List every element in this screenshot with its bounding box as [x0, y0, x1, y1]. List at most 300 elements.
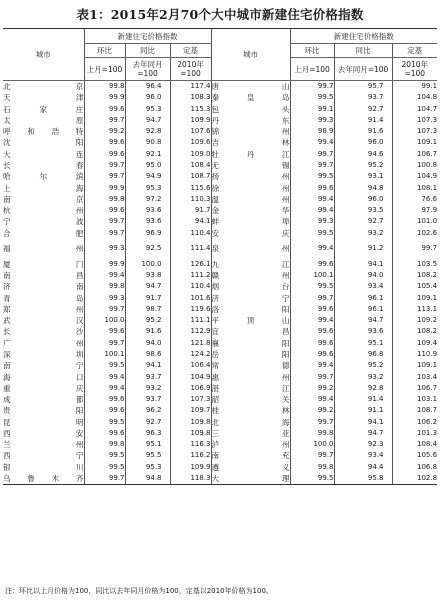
- index-mom-cell: 99.7: [290, 371, 334, 382]
- index-base-cell: 109.1: [392, 293, 437, 304]
- city-name-cell: 重 庆: [3, 383, 84, 393]
- city-name-cell: 扬 州: [211, 172, 290, 182]
- index-mom-cell: 99.7: [84, 338, 125, 349]
- index-yoy-cell: 94.8: [125, 473, 170, 485]
- index-base-cell: 116.3: [170, 439, 211, 450]
- index-mom-cell: 99.6: [84, 394, 125, 405]
- index-yoy-cell: 93.2: [334, 371, 392, 382]
- city-name-cell: 沈 阳: [3, 138, 84, 148]
- index-mom-cell: 100.1: [290, 270, 334, 281]
- index-yoy-cell: 92.7: [334, 216, 392, 227]
- index-mom-cell: 98.9: [290, 126, 334, 137]
- city-name-cell: 惠 州: [211, 372, 290, 382]
- index-mom-cell: 100.0: [84, 315, 125, 326]
- city-name-cell: 泉 州: [211, 239, 290, 259]
- index-yoy-cell: 96.9: [125, 227, 170, 238]
- index-base-cell: 104.9: [170, 371, 211, 382]
- index-base-cell: 109.6: [170, 137, 211, 148]
- index-yoy-cell: 91.6: [125, 326, 170, 337]
- index-mom-cell: 99.9: [84, 92, 125, 103]
- index-mom-cell: 99.7: [290, 149, 334, 160]
- index-yoy-cell: 94.1: [334, 416, 392, 427]
- index-yoy-cell: 93.2: [334, 227, 392, 238]
- city-name-cell: 唐 山: [211, 82, 290, 92]
- index-yoy-cell: 96.3: [125, 428, 170, 439]
- index-base-cell: 113.1: [392, 304, 437, 315]
- index-mom-cell: 99.6: [84, 149, 125, 160]
- city-name-cell: 丹 东: [211, 115, 290, 125]
- index-base-cell: 76.6: [392, 194, 437, 205]
- index-base-cell: 105.4: [392, 281, 437, 292]
- index-yoy-cell: 93.2: [125, 383, 170, 394]
- index-base-cell: 101.0: [392, 216, 437, 227]
- index-base-cell: 107.3: [170, 394, 211, 405]
- index-yoy-cell: 96.0: [125, 92, 170, 103]
- city-name-cell: 厦 门: [3, 259, 84, 269]
- column-subheader-base: 2010年=100: [392, 58, 437, 81]
- column-subheader-yoy: 去年同月=100: [334, 58, 392, 81]
- index-mom-cell: 99.6: [84, 326, 125, 337]
- column-header-city: 城市: [211, 29, 290, 81]
- index-mom-cell: 100.0: [290, 439, 334, 450]
- index-mom-cell: 99.7: [290, 81, 334, 93]
- index-base-cell: 108.2: [392, 326, 437, 337]
- city-name-cell: 济 宁: [211, 293, 290, 303]
- index-mom-cell: 99.4: [290, 205, 334, 216]
- index-base-cell: 104.9: [392, 171, 437, 182]
- city-name-cell: 湛 江: [211, 383, 290, 393]
- table-row: [3, 281, 437, 292]
- column-subheader-yoy: 去年同月=100: [125, 58, 170, 81]
- index-base-cell: 103.1: [392, 394, 437, 405]
- city-name-cell: 长 春: [3, 160, 84, 170]
- index-base-cell: 107.6: [170, 126, 211, 137]
- index-mom-cell: 99.5: [84, 450, 125, 461]
- index-base-cell: 109.0: [170, 149, 211, 160]
- table-header: [3, 29, 437, 81]
- city-name-cell: 南 充: [211, 451, 290, 461]
- table-row: [3, 137, 437, 148]
- index-yoy-cell: 93.6: [125, 216, 170, 227]
- table-row: [3, 360, 437, 371]
- table-row: [3, 450, 437, 461]
- index-mom-cell: 99.5: [290, 171, 334, 182]
- index-mom-cell: 99.6: [290, 338, 334, 349]
- footnote: 注：环比以上月价格为100，同比以去年同月价格为100，定基以2010年价格为100。: [5, 587, 273, 595]
- column-subheader-base: 2010年=100: [170, 58, 211, 81]
- column-header-mom: 环比: [290, 44, 334, 58]
- city-name-cell: 海 口: [3, 372, 84, 382]
- index-base-cell: 106.9: [170, 383, 211, 394]
- index-yoy-cell: 94.7: [334, 428, 392, 439]
- index-mom-cell: 99.4: [290, 394, 334, 405]
- table-row: [3, 126, 437, 137]
- table-row: [3, 326, 437, 337]
- column-header-city: 城市: [3, 29, 84, 81]
- index-base-cell: 106.8: [392, 462, 437, 473]
- index-yoy-cell: 92.7: [125, 416, 170, 427]
- index-mom-cell: 99.6: [84, 428, 125, 439]
- table-row: [3, 304, 437, 315]
- city-name-cell: 天 津: [3, 93, 84, 103]
- index-base-cell: 115.3: [170, 104, 211, 115]
- index-mom-cell: 99.5: [290, 473, 334, 485]
- city-name-cell: 牡丹江: [211, 149, 290, 159]
- index-yoy-cell: 94.0: [334, 270, 392, 281]
- column-header-yoy: 同比: [334, 44, 392, 58]
- index-base-cell: 121.8: [170, 338, 211, 349]
- index-mom-cell: 99.5: [84, 462, 125, 473]
- table-row: [3, 293, 437, 304]
- index-base-cell: 106.7: [392, 149, 437, 160]
- index-yoy-cell: 95.3: [125, 462, 170, 473]
- city-name-cell: 锦 州: [211, 127, 290, 137]
- index-yoy-cell: 92.8: [125, 126, 170, 137]
- index-base-cell: 106.2: [392, 416, 437, 427]
- index-yoy-cell: 94.7: [125, 281, 170, 292]
- city-name-cell: 九 江: [211, 259, 290, 269]
- table-row: [3, 92, 437, 103]
- index-base-cell: 109.9: [170, 462, 211, 473]
- city-name-cell: 无 锡: [211, 160, 290, 170]
- city-name-cell: 烟 台: [211, 282, 290, 292]
- column-group-header: 新建住宅价格指数: [84, 29, 211, 44]
- index-mom-cell: 99.3: [290, 115, 334, 126]
- index-base-cell: 109.2: [392, 315, 437, 326]
- index-base-cell: 108.4: [392, 439, 437, 450]
- table-row: [3, 115, 437, 126]
- index-base-cell: 107.3: [392, 126, 437, 137]
- table-row: [3, 239, 437, 259]
- index-yoy-cell: 92.1: [125, 149, 170, 160]
- index-yoy-cell: 94.4: [334, 462, 392, 473]
- index-mom-cell: 99.5: [290, 281, 334, 292]
- column-header-yoy: 同比: [125, 44, 170, 58]
- index-base-cell: 108.2: [392, 270, 437, 281]
- city-name-cell: 杭 州: [3, 206, 84, 216]
- index-base-cell: 104.8: [392, 92, 437, 103]
- index-yoy-cell: 96.1: [334, 293, 392, 304]
- table-row: [3, 428, 437, 439]
- index-base-cell: 111.1: [170, 315, 211, 326]
- city-name-cell: 安 庆: [211, 228, 290, 238]
- index-mom-cell: 99.5: [290, 227, 334, 238]
- index-mom-cell: 99.6: [84, 205, 125, 216]
- index-yoy-cell: 96.0: [334, 194, 392, 205]
- index-yoy-cell: 91.6: [334, 126, 392, 137]
- index-yoy-cell: 94.8: [334, 182, 392, 193]
- table-row: [3, 371, 437, 382]
- index-yoy-cell: 95.2: [334, 160, 392, 171]
- index-yoy-cell: 95.3: [125, 182, 170, 193]
- index-yoy-cell: 97.2: [125, 194, 170, 205]
- city-name-cell: 大 理: [211, 473, 290, 483]
- city-name-cell: 哈尔滨: [3, 172, 84, 182]
- index-yoy-cell: 98.6: [125, 349, 170, 360]
- index-yoy-cell: 96.2: [125, 405, 170, 416]
- city-name-cell: 韶 关: [211, 395, 290, 405]
- index-base-cell: 106.4: [170, 360, 211, 371]
- index-yoy-cell: 93.1: [334, 171, 392, 182]
- table-row: [3, 160, 437, 171]
- index-mom-cell: 99.1: [290, 104, 334, 115]
- city-name-cell: 徐 州: [211, 183, 290, 193]
- index-base-cell: 109.1: [392, 360, 437, 371]
- index-yoy-cell: 90.8: [125, 137, 170, 148]
- index-mom-cell: 99.6: [290, 259, 334, 270]
- index-mom-cell: 99.7: [84, 304, 125, 315]
- city-name-cell: 蚌 埠: [211, 217, 290, 227]
- index-base-cell: 117.4: [170, 81, 211, 93]
- index-base-cell: 109.7: [170, 405, 211, 416]
- index-mom-cell: 99.7: [84, 115, 125, 126]
- city-name-cell: 青 岛: [3, 293, 84, 303]
- index-yoy-cell: 94.7: [334, 315, 392, 326]
- city-name-cell: 郑 州: [3, 304, 84, 314]
- index-mom-cell: 99.2: [84, 126, 125, 137]
- index-mom-cell: 99.4: [290, 194, 334, 205]
- index-mom-cell: 99.6: [84, 137, 125, 148]
- index-base-cell: 97.9: [392, 205, 437, 216]
- index-base-cell: 108.7: [170, 171, 211, 182]
- city-name-cell: 赣 州: [211, 271, 290, 281]
- table-row: [3, 394, 437, 405]
- city-name-cell: 太 原: [3, 115, 84, 125]
- index-base-cell: 106.7: [392, 383, 437, 394]
- city-name-cell: 温 州: [211, 194, 290, 204]
- table-row: [3, 315, 437, 326]
- index-yoy-cell: 93.7: [125, 394, 170, 405]
- table-row: [3, 194, 437, 205]
- index-mom-cell: 99.4: [84, 371, 125, 382]
- index-base-cell: 101.3: [392, 428, 437, 439]
- index-mom-cell: 99.7: [290, 160, 334, 171]
- city-name-cell: 秦皇岛: [211, 93, 290, 103]
- index-mom-cell: 99.4: [290, 239, 334, 259]
- index-mom-cell: 99.2: [290, 383, 334, 394]
- index-yoy-cell: 95.5: [125, 450, 170, 461]
- index-base-cell: 99.7: [392, 239, 437, 259]
- index-mom-cell: 99.8: [84, 194, 125, 205]
- index-base-cell: 110.4: [170, 281, 211, 292]
- index-mom-cell: 100.1: [84, 349, 125, 360]
- table-row: [3, 149, 437, 160]
- index-base-cell: 110.9: [392, 349, 437, 360]
- index-base-cell: 103.5: [392, 259, 437, 270]
- city-name-cell: 金 华: [211, 206, 290, 216]
- index-yoy-cell: 94.9: [125, 171, 170, 182]
- index-base-cell: 108.4: [170, 160, 211, 171]
- index-yoy-cell: 92.7: [334, 104, 392, 115]
- city-name-cell: 岳 阳: [211, 349, 290, 359]
- city-name-cell: 贵 阳: [3, 406, 84, 416]
- index-mom-cell: 99.6: [290, 326, 334, 337]
- table-row: [3, 462, 437, 473]
- index-yoy-cell: 91.4: [334, 394, 392, 405]
- index-mom-cell: 99.8: [290, 462, 334, 473]
- city-name-cell: 平顶山: [211, 316, 290, 326]
- index-base-cell: 118.3: [170, 473, 211, 485]
- index-mom-cell: 99.9: [84, 259, 125, 270]
- city-name-cell: 深 圳: [3, 349, 84, 359]
- index-base-cell: 100.8: [392, 160, 437, 171]
- index-mom-cell: 99.7: [84, 216, 125, 227]
- city-name-cell: 吉 林: [211, 138, 290, 148]
- index-mom-cell: 99.5: [290, 92, 334, 103]
- index-base-cell: 111.2: [170, 270, 211, 281]
- index-mom-cell: 99.4: [290, 137, 334, 148]
- table-row: [3, 81, 437, 93]
- index-yoy-cell: 95.1: [334, 338, 392, 349]
- city-name-cell: 南 京: [3, 194, 84, 204]
- index-yoy-cell: 100.0: [125, 259, 170, 270]
- index-base-cell: 109.4: [392, 338, 437, 349]
- index-mom-cell: 99.6: [290, 182, 334, 193]
- index-base-cell: 99.1: [392, 81, 437, 93]
- city-name-cell: 合 肥: [3, 228, 84, 238]
- index-base-cell: 112.9: [170, 326, 211, 337]
- column-header-mom: 环比: [84, 44, 125, 58]
- table-row: [3, 104, 437, 115]
- index-base-cell: 94.1: [170, 216, 211, 227]
- index-yoy-cell: 91.2: [334, 239, 392, 259]
- index-base-cell: 110.4: [170, 227, 211, 238]
- index-yoy-cell: 96.4: [125, 81, 170, 93]
- table-row: [3, 171, 437, 182]
- index-yoy-cell: 94.7: [125, 115, 170, 126]
- city-name-cell: 兰 州: [3, 440, 84, 450]
- index-yoy-cell: 93.7: [125, 371, 170, 382]
- index-base-cell: 119.6: [170, 304, 211, 315]
- index-base-cell: 115.6: [170, 182, 211, 193]
- table-row: [3, 416, 437, 427]
- city-name-cell: 乌鲁木齐: [3, 473, 84, 483]
- price-index-table: [3, 28, 437, 485]
- index-mom-cell: 99.7: [290, 416, 334, 427]
- city-name-cell: 昆 明: [3, 417, 84, 427]
- index-base-cell: 111.4: [170, 239, 211, 259]
- index-yoy-cell: 91.1: [334, 405, 392, 416]
- city-name-cell: 北 京: [3, 82, 84, 92]
- table-row: [3, 439, 437, 450]
- table-row: [3, 338, 437, 349]
- index-yoy-cell: 92.5: [125, 239, 170, 259]
- index-yoy-cell: 94.1: [334, 259, 392, 270]
- document-title: 表1：2015年2月70个大中城市新建住宅价格指数: [76, 7, 364, 22]
- index-mom-cell: 99.8: [84, 439, 125, 450]
- index-yoy-cell: 95.0: [125, 160, 170, 171]
- index-mom-cell: 99.7: [290, 450, 334, 461]
- index-base-cell: 104.7: [392, 104, 437, 115]
- table-row: [3, 227, 437, 238]
- city-name-cell: 西 安: [3, 428, 84, 438]
- column-group-header: 新建住宅价格指数: [290, 29, 437, 44]
- index-yoy-cell: 94.1: [125, 360, 170, 371]
- index-yoy-cell: 95.2: [334, 360, 392, 371]
- index-mom-cell: 99.5: [84, 416, 125, 427]
- city-name-cell: 石家庄: [3, 104, 84, 114]
- index-base-cell: 101.6: [170, 293, 211, 304]
- column-subheader-mom: 上月=100: [84, 58, 125, 81]
- index-base-cell: 109.9: [170, 115, 211, 126]
- city-name-cell: 常 德: [211, 361, 290, 371]
- index-base-cell: 108.7: [392, 405, 437, 416]
- table-row: [3, 473, 437, 485]
- city-name-cell: 宜 昌: [211, 327, 290, 337]
- index-yoy-cell: 95.2: [125, 315, 170, 326]
- city-name-cell: 广 州: [3, 338, 84, 348]
- city-name-cell: 长 沙: [3, 327, 84, 337]
- city-name-cell: 西 宁: [3, 451, 84, 461]
- index-yoy-cell: 95.7: [334, 81, 392, 93]
- city-name-cell: 三 亚: [211, 428, 290, 438]
- city-name-cell: 南 宁: [3, 361, 84, 371]
- index-yoy-cell: 95.1: [125, 439, 170, 450]
- index-mom-cell: 99.2: [290, 405, 334, 416]
- index-mom-cell: 99.5: [84, 360, 125, 371]
- index-yoy-cell: 92.8: [334, 383, 392, 394]
- table-row: [3, 383, 437, 394]
- index-mom-cell: 99.7: [84, 171, 125, 182]
- table-row: [3, 205, 437, 216]
- city-name-cell: 襄 阳: [211, 338, 290, 348]
- city-name-cell: 呼和浩特: [3, 127, 84, 137]
- column-header-base: 定基: [392, 44, 437, 58]
- column-header-base: 定基: [170, 44, 211, 58]
- index-base-cell: 126.1: [170, 259, 211, 270]
- city-name-cell: 武 汉: [3, 316, 84, 326]
- index-mom-cell: 99.4: [84, 270, 125, 281]
- index-base-cell: 124.2: [170, 349, 211, 360]
- index-mom-cell: 99.4: [290, 315, 334, 326]
- table-row: [3, 349, 437, 360]
- index-base-cell: 108.1: [392, 182, 437, 193]
- city-name-cell: 包 头: [211, 104, 290, 114]
- index-mom-cell: 99.3: [84, 239, 125, 259]
- index-yoy-cell: 96.0: [334, 137, 392, 148]
- index-yoy-cell: 98.7: [125, 304, 170, 315]
- index-yoy-cell: 94.6: [334, 149, 392, 160]
- index-yoy-cell: 93.8: [125, 270, 170, 281]
- index-yoy-cell: 93.6: [125, 205, 170, 216]
- column-subheader-mom: 上月=100: [290, 58, 334, 81]
- index-mom-cell: 99.4: [84, 383, 125, 394]
- index-yoy-cell: 95.3: [125, 104, 170, 115]
- city-name-cell: 成 都: [3, 395, 84, 405]
- table-row: [3, 182, 437, 193]
- index-yoy-cell: 93.4: [334, 450, 392, 461]
- index-mom-cell: 99.7: [290, 293, 334, 304]
- table-body: [3, 81, 437, 485]
- city-name-cell: 桂 林: [211, 406, 290, 416]
- index-yoy-cell: 96.8: [334, 349, 392, 360]
- index-base-cell: 103.4: [392, 371, 437, 382]
- index-mom-cell: 99.6: [290, 349, 334, 360]
- table-row: [3, 270, 437, 281]
- index-yoy-cell: 93.7: [334, 92, 392, 103]
- table-row: [3, 259, 437, 270]
- index-base-cell: 109.1: [392, 137, 437, 148]
- index-base-cell: 105.6: [392, 450, 437, 461]
- city-name-cell: 宁 波: [3, 217, 84, 227]
- city-name-cell: 泸 州: [211, 440, 290, 450]
- index-mom-cell: 99.6: [84, 104, 125, 115]
- index-yoy-cell: 95.8: [334, 473, 392, 485]
- index-base-cell: 110.3: [170, 194, 211, 205]
- index-mom-cell: 99.3: [290, 216, 334, 227]
- table-row: [3, 216, 437, 227]
- index-base-cell: 102.8: [392, 473, 437, 485]
